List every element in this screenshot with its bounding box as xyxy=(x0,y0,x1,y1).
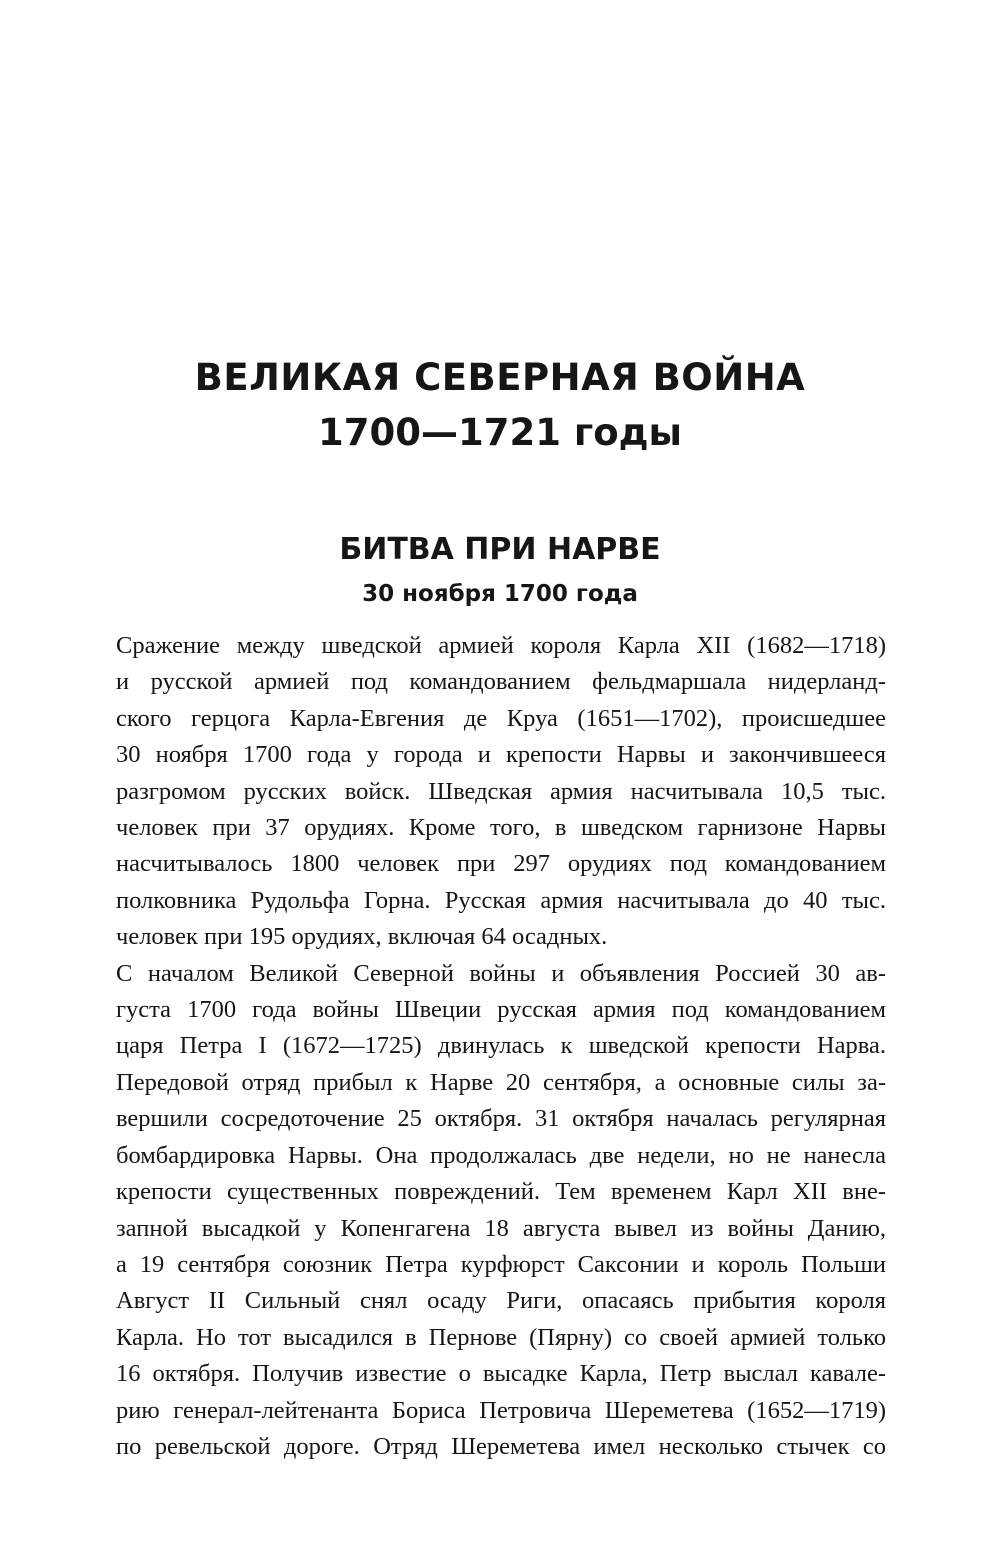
text-line: густа 1700 года войны Швеции русская армия под командованием xyxy=(116,996,886,1024)
text-line: рию генерал-лейтенанта Бориса Петровича Шереметева (1652—1719) xyxy=(116,1396,886,1424)
text-line: 16 октября. Получив известие о высадке Карла, Петр выслал кавале- xyxy=(116,1360,886,1388)
text-line: крепости существенных повреждений. Тем временем Карл XII вне- xyxy=(116,1178,886,1206)
body-text xyxy=(116,628,886,1465)
text-line: Август II Сильный снял осаду Риги, опасаясь прибытия короля xyxy=(116,1287,886,1315)
text-line: бомбардировка Нарвы. Она продолжалась две недели, но не нанесла xyxy=(116,1141,886,1169)
paragraph xyxy=(116,956,886,1466)
text-line: полковника Рудольфа Горна. Русская армия насчитывала до 40 тыс. xyxy=(116,886,886,914)
section-date: 30 ноября 1700 года xyxy=(362,581,638,607)
text-line: насчитывалось 1800 человек при 297 орудиях под командованием xyxy=(116,850,886,878)
text-line: по ревельской дороге. Отряд Шереметева имел несколько стычек со xyxy=(116,1432,886,1460)
text-line: С началом Великой Северной войны и объявления Россией 30 ав- xyxy=(116,959,886,987)
part-title: ВЕЛИКАЯ СЕВЕРНАЯ ВОЙНА xyxy=(194,356,806,399)
text-line: вершили сосредоточение 25 октября. 31 октября началась регулярная xyxy=(116,1105,886,1133)
text-line: 30 ноября 1700 года у города и крепости Нарвы и закончившееся xyxy=(116,741,886,769)
text-line: Карла. Но тот высадился в Пернове (Пярну) со своей армией только xyxy=(116,1323,886,1351)
text-line: Передовой отряд прибыл к Нарве 20 сентября, а основные силы за- xyxy=(116,1068,886,1096)
text-line: разгромом русских войск. Шведская армия насчитывала 10,5 тыс. xyxy=(116,777,886,805)
part-years: 1700—1721 годы xyxy=(318,411,682,454)
text-line: человек при 195 орудиях, включая 64 осадных. xyxy=(116,923,608,951)
text-line: а 19 сентября союзник Петра курфюрст Саксонии и король Польши xyxy=(116,1250,886,1278)
text-line: запной высадкой у Копенгагена 18 августа вывел из войны Данию, xyxy=(116,1214,886,1242)
text-line: ского герцога Карла-Евгения де Круа (1651—1702), происшедшее xyxy=(116,704,886,732)
text-line: человек при 37 орудиях. Кроме того, в шведском гарнизоне Нарвы xyxy=(116,814,886,842)
section-title: БИТВА ПРИ НАРВЕ xyxy=(339,532,661,567)
text-line: Сражение между шведской армией короля Карла XII (1682—1718) xyxy=(116,632,886,659)
text-line: царя Петра I (1672—1725) двинулась к шведской крепости Нарва. xyxy=(116,1032,886,1060)
text-line: и русской армией под командованием фельдмаршала нидерланд- xyxy=(116,668,886,696)
paragraph xyxy=(116,628,886,956)
